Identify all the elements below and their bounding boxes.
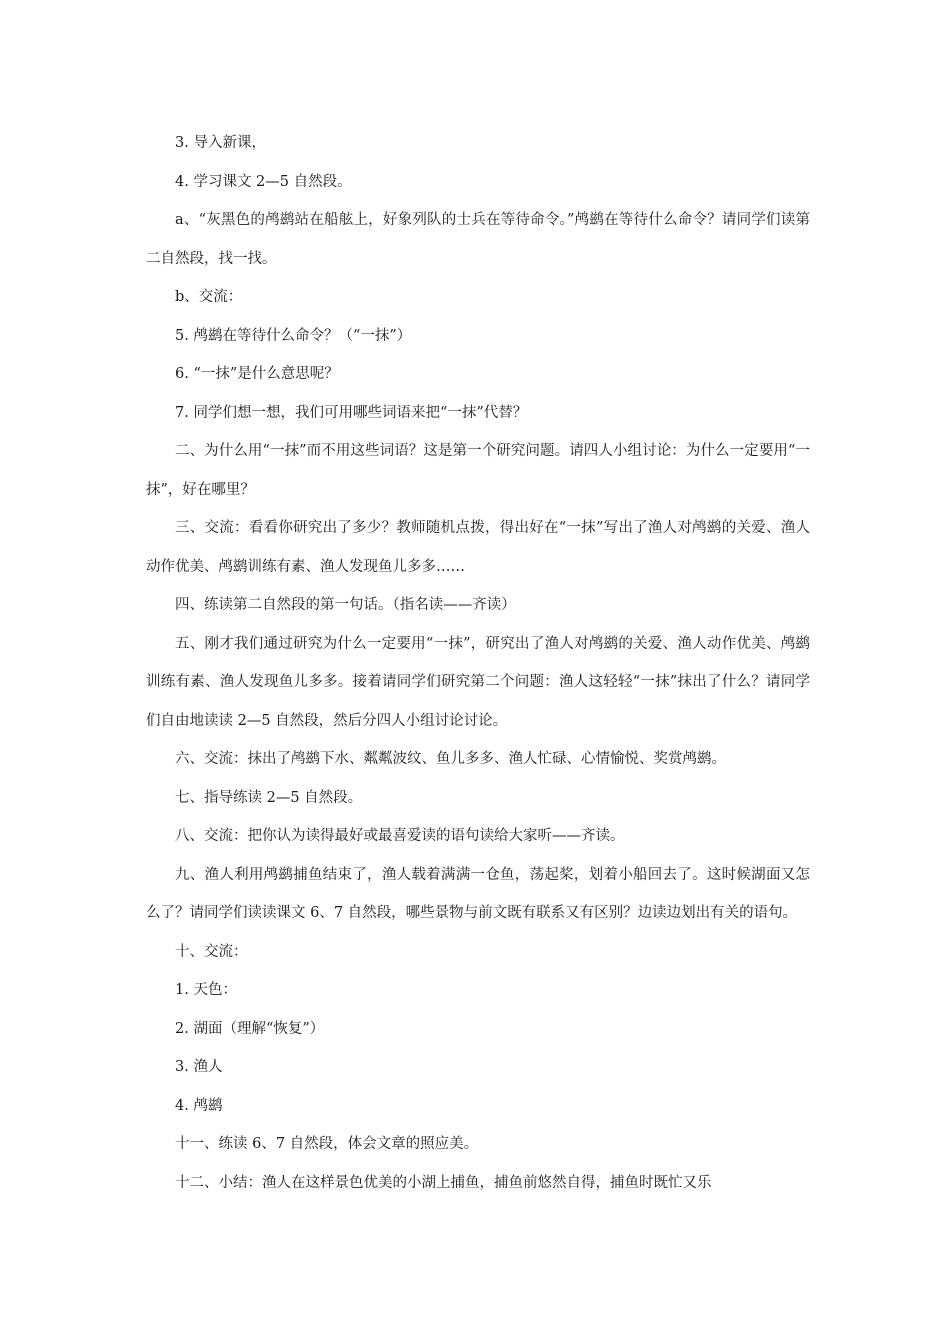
paragraph-6: 6. “一抹”是什么意思呢？ [175,366,339,382]
paragraph-9: 三、交流：看看你研究出了多少？教师随机点拨，得出好在“一抹”写出了渔人对鸬鹚的关爱、渔人动作优美、鸬鹚训练有素、渔人发现鱼儿多多…… [146,520,810,575]
paragraph-19: 3. 渔人 [175,1059,223,1075]
document-body [146,124,810,1202]
paragraph-16: 十、交流： [175,943,248,960]
paragraph-13: 七、指导练读 2—5 自然段。 [175,789,363,806]
paragraph-12: 六、交流：抹出了鸬鹚下水、粼粼波纹、鱼儿多多、渔人忙碌、心情愉悦、奖赏鸬鹚。 [175,751,726,767]
paragraph-11: 五、刚才我们通过研究为什么一定要用“一抹”，研究出了渔人对鸬鹚的关爱、渔人动作优美、鸬鹚训练有素、渔人发现鱼儿多多。接着请同学们研究第二个问题：渔人这轻轻“一抹”抹出了什么？请同学们自由地读读 2—5 自然段，然后分四人小组讨论讨论。 [146,635,810,729]
paragraph-17: 1. 天色： [175,982,237,998]
paragraph-3: a、“灰黑色的鸬鹚站在船舷上，好象列队的士兵在等待命令。”鸬鹚在等待什么命令？请同学们读第二自然段，找一找。 [146,212,810,267]
paragraph-4: b、交流： [175,289,243,305]
paragraph-10: 四、练读第二自然段的第一句话。（指名读——齐读） [175,597,516,613]
paragraph-18: 2. 湖面（理解“恢复”） [175,1020,325,1037]
paragraph-14: 八、交流：把你认为读得最好或最喜爱读的语句读给大家听——齐读。 [175,828,625,844]
paragraph-21: 十一、练读 6、7 自然段，体会文章的照应美。 [175,1136,479,1152]
paragraph-5: 5. 鸬鹚在等待什么命令？（“一抹”） [175,327,412,344]
paragraph-20: 4. 鸬鹚 [175,1097,223,1114]
paragraph-22: 十二、小结：渔人在这样景色优美的小湖上捕鱼，捕鱼前悠然自得，捕鱼时既忙又乐 [175,1174,712,1191]
paragraph-15: 九、渔人利用鸬鹚捕鱼结束了，渔人载着满满一仓鱼，荡起桨，划着小船回去了。这时候湖面又怎么了？请同学们读读课文 6、7 自然段，哪些景物与前文既有联系又有区别？边读边划出有关的语句。 [146,866,810,921]
paragraph-7: 7. 同学们想一想，我们可用哪些词语来把“一抹”代替？ [175,404,528,421]
paragraph-8: 二、为什么用“一抹”而不用这些词语？这是第一个研究问题。请四人小组讨论：为什么一定要用“一抹”，好在哪里？ [146,443,810,498]
paragraph-1: 3. 导入新课， [175,135,266,151]
paragraph-2: 4. 学习课文 2—5 自然段。 [175,173,352,190]
